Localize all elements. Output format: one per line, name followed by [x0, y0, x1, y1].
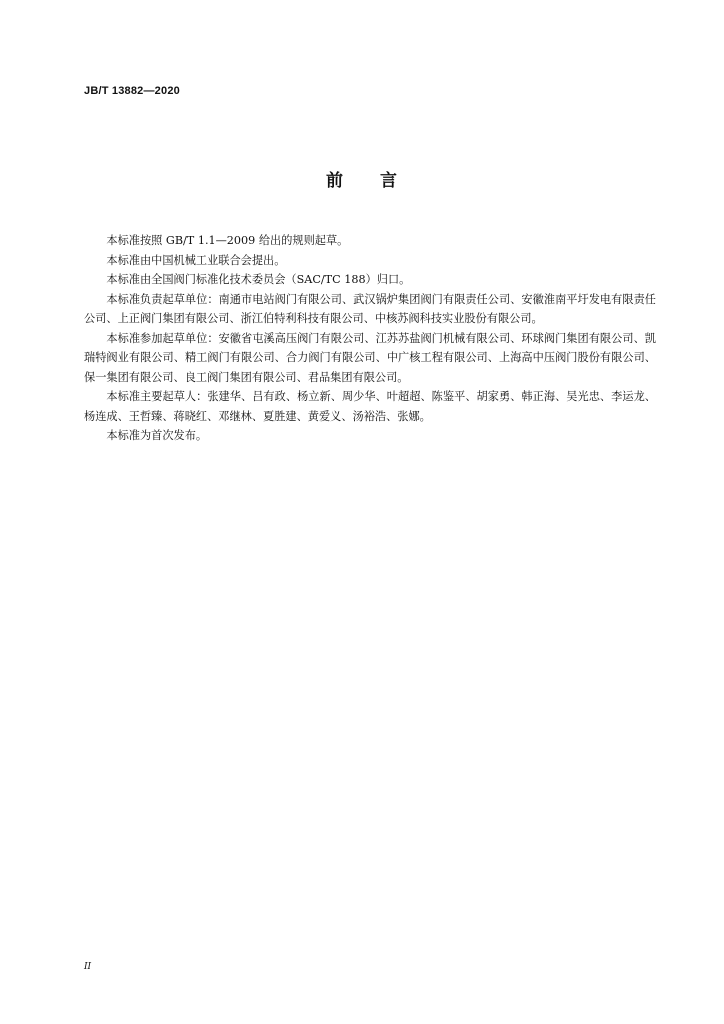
- paragraph-participating-units: 本标准参加起草单位：安徽省屯溪高压阀门有限公司、江苏苏盐阀门机械有限公司、环球阀门集团有限公司、凯瑞特阀业有限公司、精工阀门有限公司、合力阀门有限公司、中广核工程有限公司、上海高中压阀门股份有限公司、保一集团有限公司、良工阀门集团有限公司、君品集团有限公司。: [84, 331, 656, 384]
- page-number: II: [84, 962, 92, 972]
- foreword-body: [84, 231, 656, 446]
- paragraph-main-drafters: 本标准主要起草人：张建华、吕有政、杨立新、周少华、叶超超、陈鉴平、胡家勇、韩正海、吴光忠、李运龙、杨连成、王哲臻、蒋晓红、邓继林、夏胜建、黄爱义、汤裕浩、张娜。: [84, 390, 656, 423]
- paragraph-drafting-rules: 本标准按照 GB/T 1.1—2009 给出的规则起草。: [106, 234, 349, 247]
- document-code: JB/T 13882—2020: [84, 85, 180, 97]
- paragraph-administered-by: 本标准由全国阀门标准化技术委员会（SAC/TC 188）归口。: [106, 273, 411, 286]
- paragraph-first-release: 本标准为首次发布。: [106, 429, 208, 442]
- title-part-1: 前: [326, 171, 344, 191]
- paragraph-proposed-by: 本标准由中国机械工业联合会提出。: [106, 253, 286, 267]
- paragraph-lead-drafting-units: 本标准负责起草单位：南通市电站阀门有限公司、武汉锅炉集团阀门有限责任公司、安徽淮南平圩发电有限责任公司、上正阀门集团有限公司、浙江伯特利科技有限公司、中核苏阀科技实业股份有限公司。: [84, 292, 656, 325]
- title-part-2: 言: [380, 171, 398, 191]
- page-title: [0, 166, 724, 191]
